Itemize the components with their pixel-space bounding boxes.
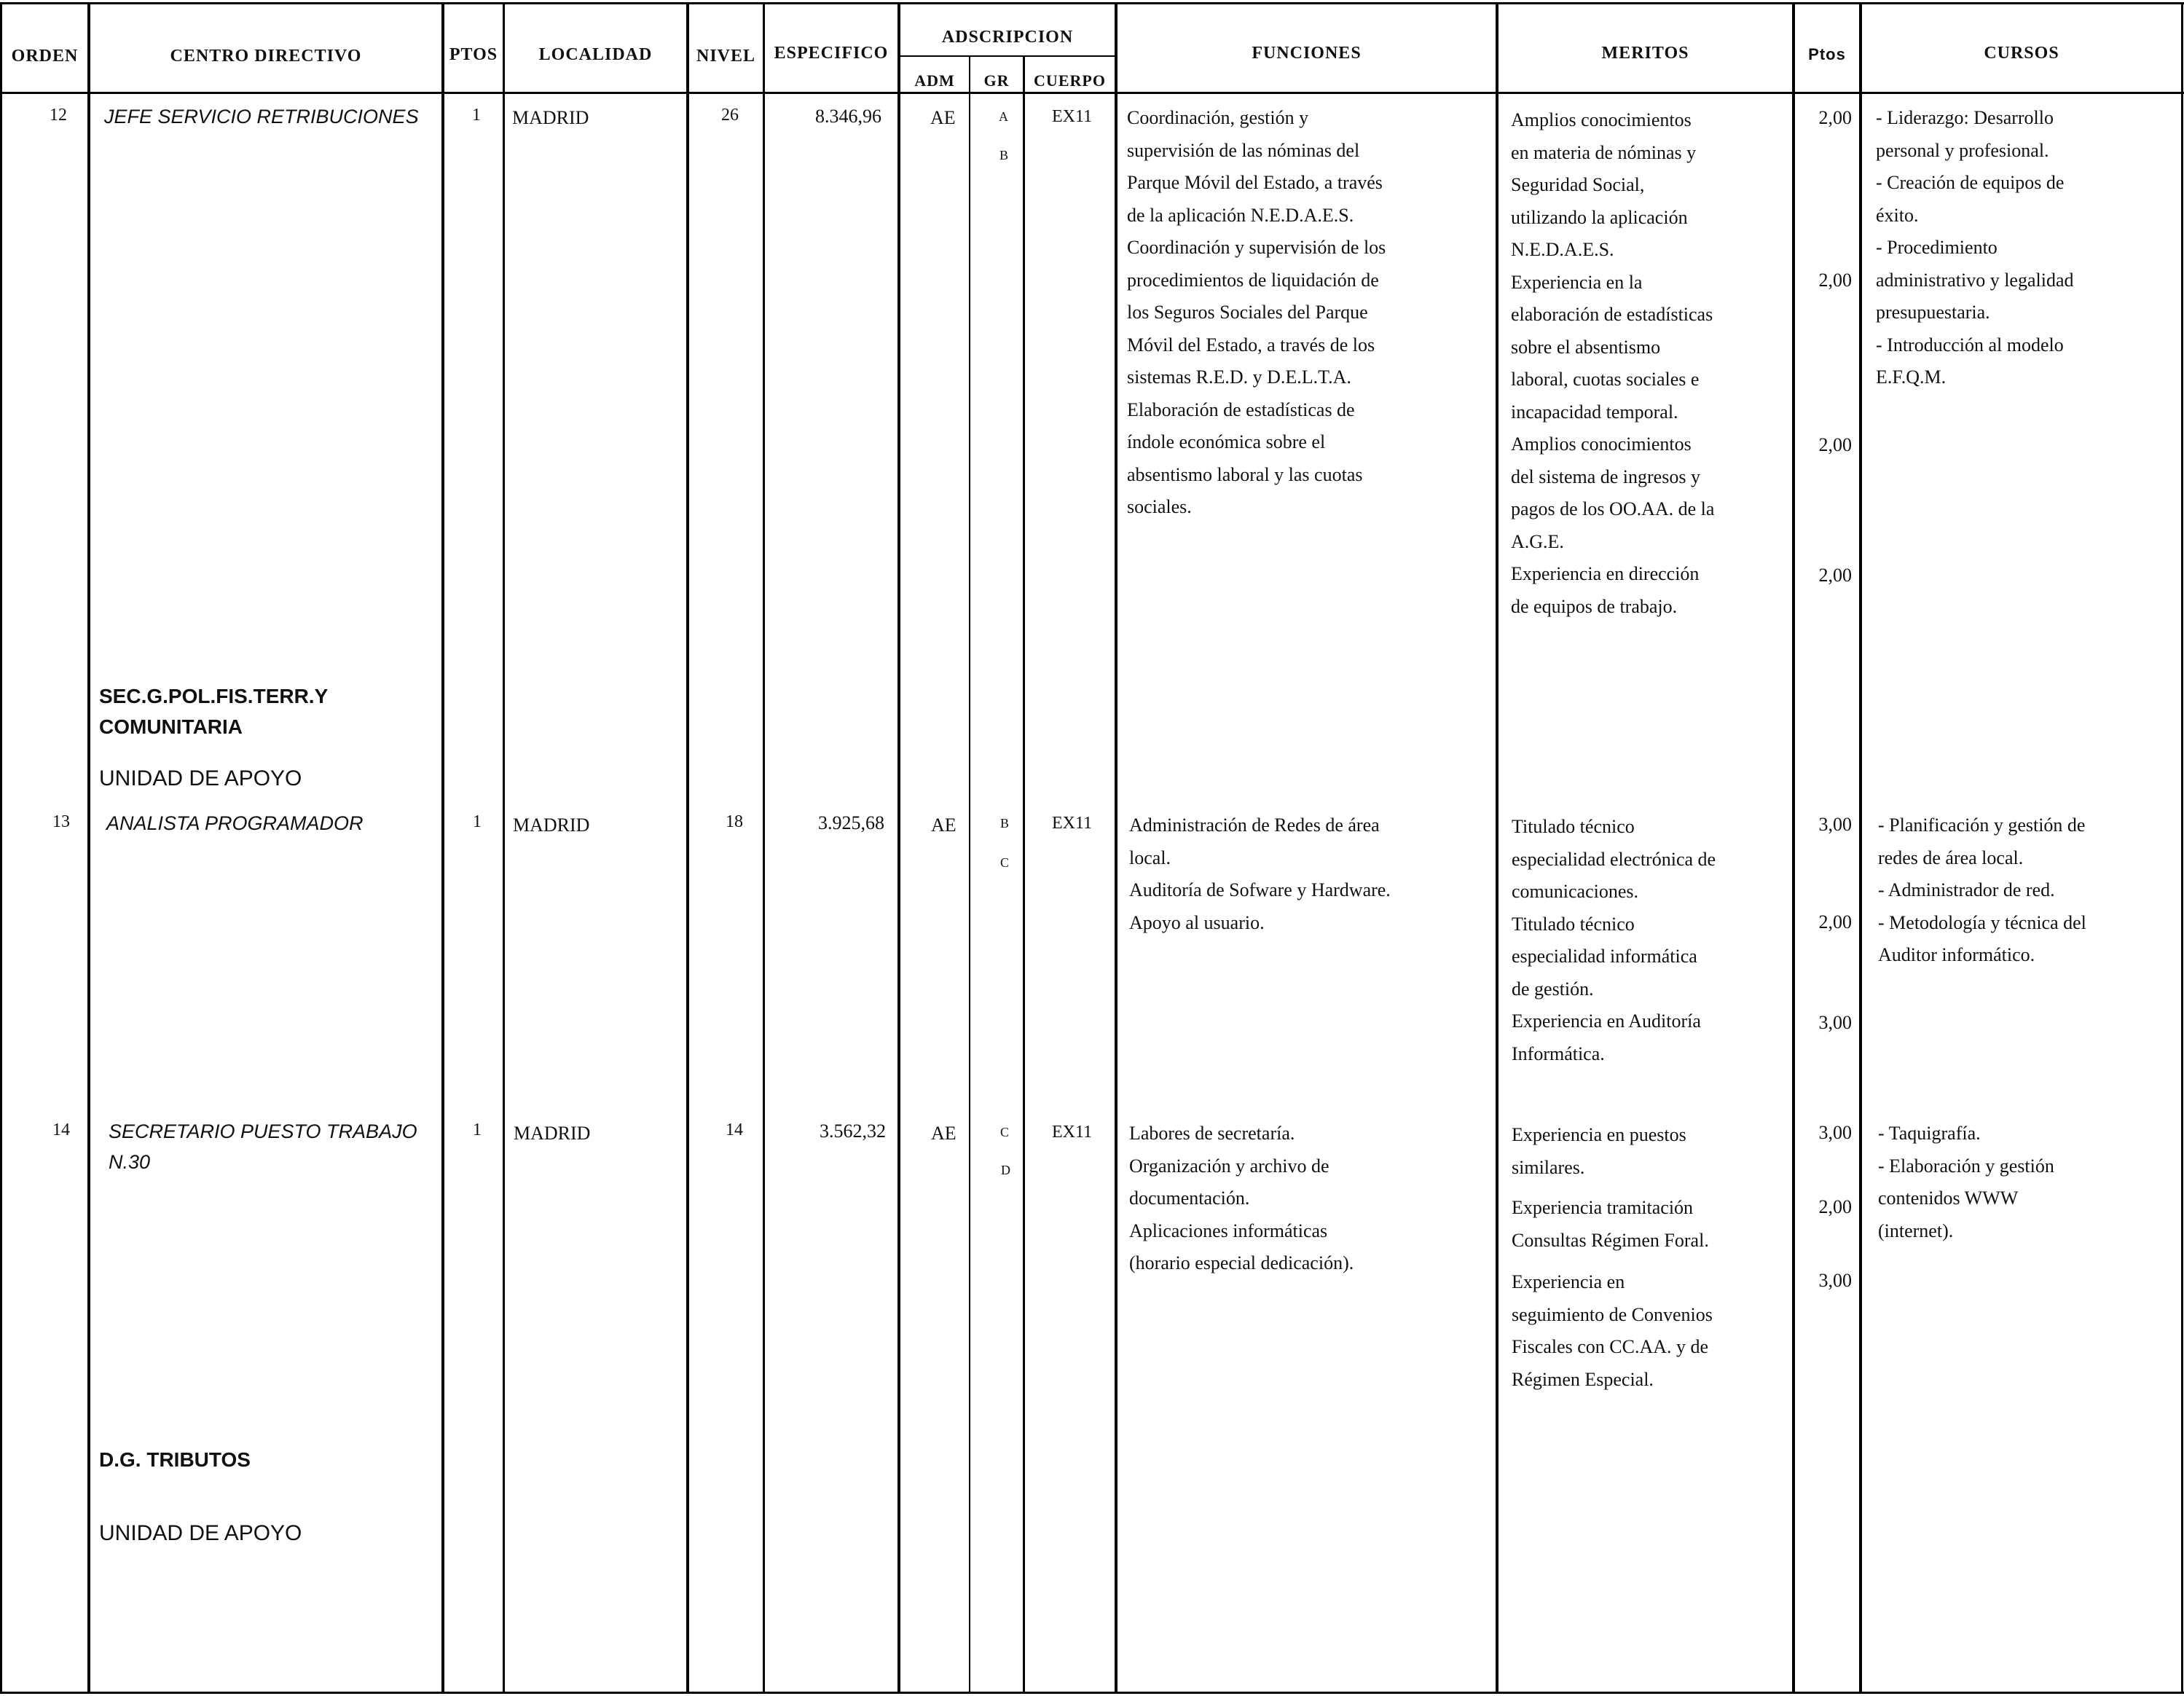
row-gr-1: B: [1000, 816, 1010, 831]
row-merito-ptos: 2,00: [1818, 107, 1852, 128]
row-gr-2: D: [1001, 1163, 1010, 1177]
row-merito-ptos: 3,00: [1818, 814, 1852, 835]
row-meritos: Experiencia tramitación Consultas Régimen Foral.: [1512, 1197, 1709, 1251]
row-ptos: 1: [472, 106, 481, 125]
row-cuerpo: EX11: [1052, 107, 1093, 126]
row-gr-1: A: [999, 109, 1008, 124]
header-centro-directivo: CENTRO DIRECTIVO: [170, 47, 362, 66]
header-localidad: LOCALIDAD: [538, 45, 653, 64]
row-meritos: Amplios conocimientos en materia de nóminas y Seguridad Social, utilizando la aplicación N.E.D.A.E.S. Experiencia en la elaboración de estadísticas sobre el absentismo laboral, cuotas sociales e incapacidad temporal. Amplios conocimientos del sistema de ingresos y pagos de los OO.AA. de la A.G.E. Experiencia en dirección de equipos de trabajo.: [1511, 109, 1715, 617]
section-unit: UNIDAD DE APOYO: [99, 1521, 302, 1545]
section-heading: D.G. TRIBUTOS: [99, 1448, 251, 1471]
row-ptos: 1: [473, 1120, 482, 1139]
row-funciones: Coordinación, gestión y supervisión de las nóminas del Parque Móvil del Estado, a través de la aplicación N.E.D.A.E.S. Coordinación y supervisión de los procedimientos de liquidación de los Seguros Sociales del Parque Móvil del Estado, a través de los sistemas R.E.D. y D.E.L.T.A. Elaboración de estadísticas de índole económica sobre el absentismo laboral y las cuotas sociales.: [1127, 107, 1386, 517]
row-merito-ptos: 3,00: [1818, 1122, 1852, 1143]
row-meritos: Titulado técnico especialidad electrónica de comunicaciones. Titulado técnico especialidad informática de gestión. Experiencia en Auditoría Informática.: [1512, 816, 1716, 1064]
row-merito-ptos: 2,00: [1818, 1196, 1852, 1217]
row-cuerpo: EX11: [1052, 1123, 1093, 1142]
row-gr-2: B: [999, 148, 1009, 162]
row-nivel: 18: [726, 812, 743, 831]
row-cursos: - Planificación y gestión de redes de área local. - Administrador de red. - Metodología y técnica del Auditor informático.: [1878, 814, 2086, 965]
header-gr: GR: [983, 71, 1010, 90]
row-meritos: Experiencia en puestos similares.: [1512, 1124, 1686, 1178]
row-especifico: 3.562,32: [820, 1120, 886, 1142]
row-meritos: Experiencia en seguimiento de Convenios Fiscales con CC.AA. y de Régimen Especial.: [1512, 1271, 1713, 1390]
row-merito-ptos: 2,00: [1818, 434, 1852, 455]
row-merito-ptos: 2,00: [1818, 270, 1852, 291]
row-localidad: MADRID: [513, 814, 590, 836]
row-gr-1: C: [1000, 1125, 1010, 1139]
row-localidad: MADRID: [512, 107, 589, 128]
row-cuerpo: EX11: [1052, 814, 1093, 833]
row-gr-2: C: [1000, 855, 1010, 870]
header-ptos-meritos: Ptos: [1808, 45, 1846, 63]
header-cuerpo: CUERPO: [1034, 71, 1106, 90]
header-funciones: FUNCIONES: [1252, 44, 1362, 63]
row-localidad: MADRID: [514, 1123, 591, 1144]
row-especifico: 3.925,68: [818, 812, 884, 833]
row-ptos: 1: [473, 812, 482, 831]
row-centro-directivo: SECRETARIO PUESTO TRABAJO: [109, 1120, 417, 1142]
header-orden: ORDEN: [11, 47, 79, 66]
header-meritos: MERITOS: [1601, 44, 1689, 63]
row-centro-directivo: ANALISTA PROGRAMADOR: [106, 812, 364, 834]
header-adm: ADM: [914, 71, 955, 90]
section-heading: SEC.G.POL.FIS.TERR.Y: [99, 685, 329, 707]
row-cursos: - Taquigrafía. - Elaboración y gestión contenidos WWW (internet).: [1878, 1123, 2054, 1241]
row-merito-ptos: 2,00: [1818, 565, 1852, 586]
row-funciones: Administración de Redes de área local. Auditoría de Sofware y Hardware. Apoyo al usuario.: [1129, 814, 1391, 933]
row-merito-ptos: 2,00: [1818, 911, 1852, 933]
row-orden: 13: [52, 812, 70, 831]
section-heading: COMUNITARIA: [99, 715, 243, 738]
row-merito-ptos: 3,00: [1818, 1270, 1852, 1291]
row-nivel: 26: [721, 106, 739, 125]
row-orden: 12: [50, 106, 67, 125]
header-cursos: CURSOS: [1984, 44, 2059, 63]
row-orden: 14: [52, 1120, 70, 1139]
row-especifico: 8.346,96: [815, 106, 881, 127]
header-especifico: ESPECIFICO: [774, 44, 889, 63]
row-centro-directivo: JEFE SERVICIO RETRIBUCIONES: [104, 106, 419, 127]
row-adm: AE: [931, 1123, 957, 1144]
row-centro-directivo-cont: N.30: [109, 1151, 151, 1173]
row-cursos: - Liderazgo: Desarrollo personal y profesional. - Creación de equipos de éxito. - Procedimiento administrativo y legalidad presupuestaria. - Introducción al modelo E.F.Q.M.: [1876, 107, 2074, 388]
row-merito-ptos: 3,00: [1818, 1012, 1852, 1033]
header-nivel: NIVEL: [696, 47, 756, 66]
section-unit: UNIDAD DE APOYO: [99, 766, 302, 790]
row-adm: AE: [931, 814, 957, 836]
header-ptos: PTOS: [449, 45, 498, 64]
row-funciones: Labores de secretaría. Organización y archivo de documentación. Aplicaciones informáticas (horario especial dedicación).: [1129, 1123, 1354, 1273]
header-adscripcion: ADSCRIPCION: [941, 28, 1074, 47]
row-nivel: 14: [726, 1120, 743, 1139]
row-adm: AE: [930, 107, 956, 128]
